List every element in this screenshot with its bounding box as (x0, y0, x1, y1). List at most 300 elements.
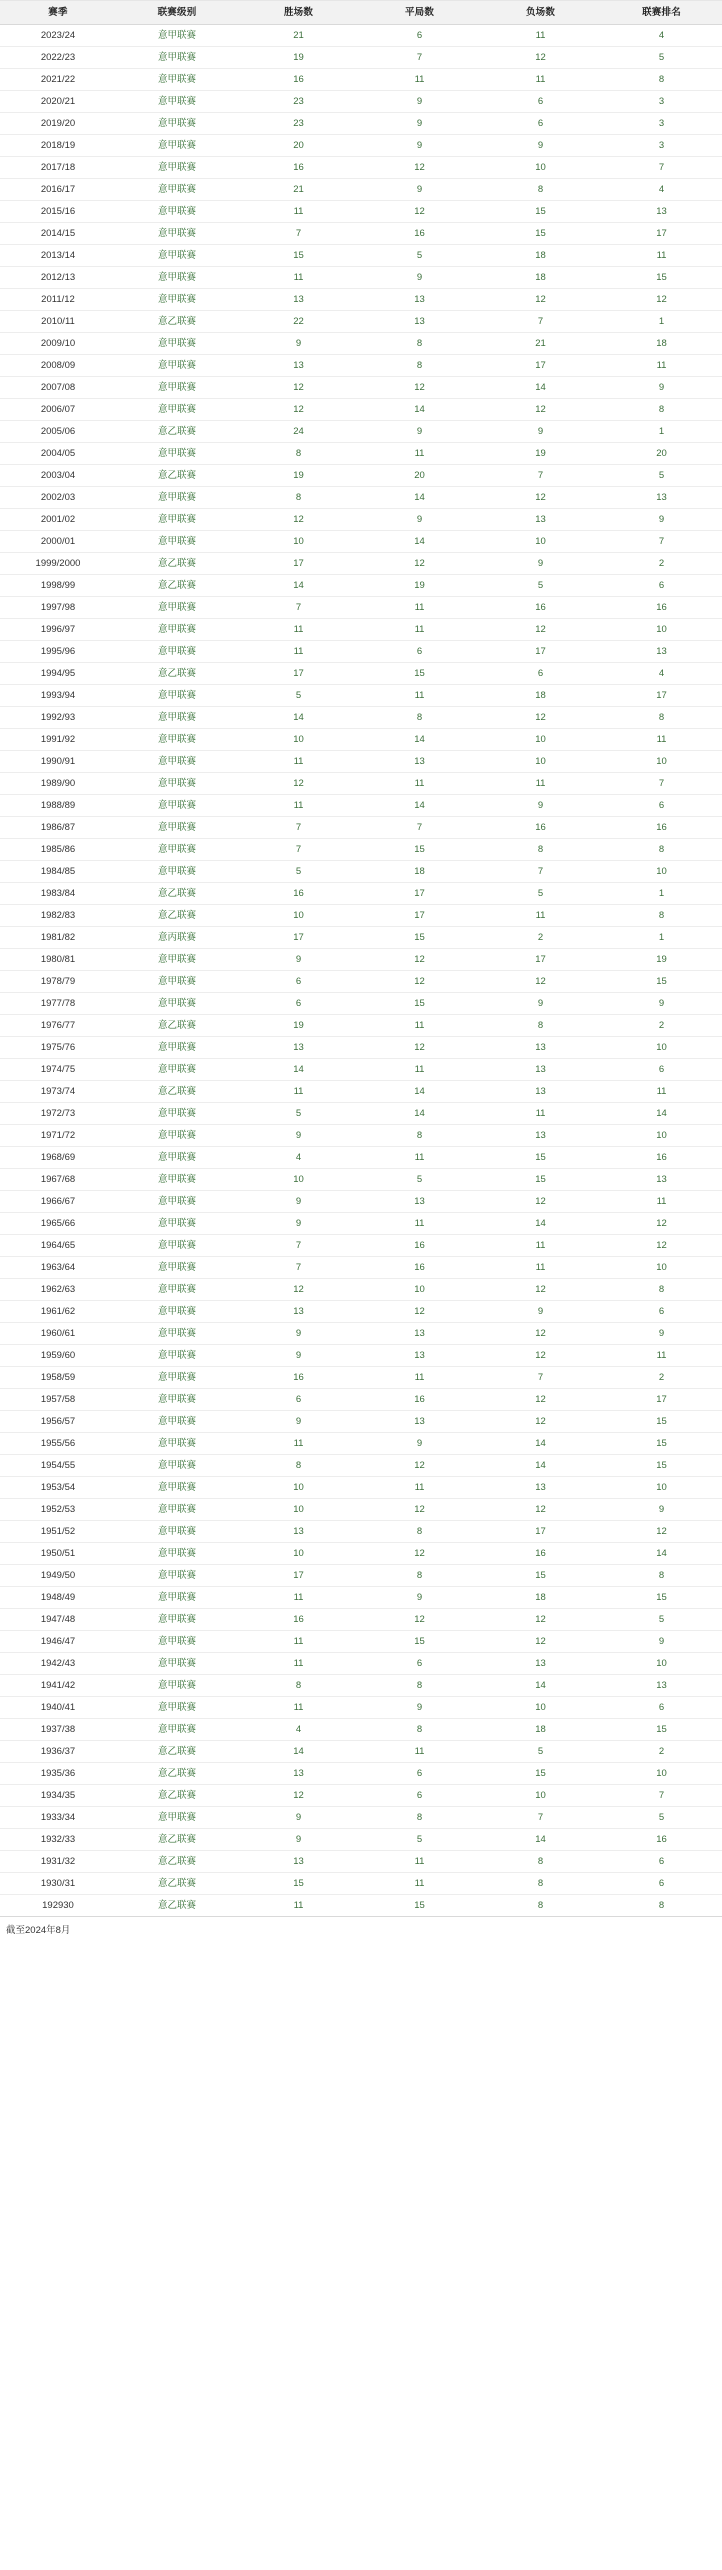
cell-league-level: 意乙联赛 (116, 1785, 238, 1807)
cell-season: 1957/58 (0, 1389, 116, 1411)
cell-league-level: 意乙联赛 (116, 1081, 238, 1103)
cell-losses: 16 (480, 597, 601, 619)
cell-draws: 11 (359, 69, 480, 91)
cell-losses: 12 (480, 619, 601, 641)
cell-season: 1966/67 (0, 1191, 116, 1213)
cell-league-level: 意甲联赛 (116, 399, 238, 421)
cell-draws: 8 (359, 333, 480, 355)
cell-draws: 9 (359, 421, 480, 443)
cell-draws: 12 (359, 377, 480, 399)
cell-league-rank: 7 (601, 773, 722, 795)
table-row (0, 289, 722, 311)
cell-season: 1994/95 (0, 663, 116, 685)
table-row (0, 685, 722, 707)
cell-losses: 12 (480, 1191, 601, 1213)
cell-draws: 15 (359, 993, 480, 1015)
cell-league-rank: 15 (601, 1719, 722, 1741)
cell-season: 1934/35 (0, 1785, 116, 1807)
cell-wins: 11 (238, 1895, 359, 1917)
cell-league-level: 意乙联赛 (116, 575, 238, 597)
cell-draws: 14 (359, 1081, 480, 1103)
cell-season: 2022/23 (0, 47, 116, 69)
cell-league-level: 意甲联赛 (116, 443, 238, 465)
cell-season: 1936/37 (0, 1741, 116, 1763)
cell-season: 1999/2000 (0, 553, 116, 575)
cell-league-rank: 18 (601, 333, 722, 355)
cell-league-rank: 8 (601, 1895, 722, 1917)
cell-wins: 7 (238, 1257, 359, 1279)
cell-draws: 16 (359, 1257, 480, 1279)
cell-losses: 13 (480, 1653, 601, 1675)
cell-losses: 12 (480, 707, 601, 729)
cell-losses: 14 (480, 1433, 601, 1455)
cell-season: 1930/31 (0, 1873, 116, 1895)
cell-wins: 9 (238, 1323, 359, 1345)
cell-league-level: 意甲联赛 (116, 1411, 238, 1433)
cell-wins: 22 (238, 311, 359, 333)
cell-wins: 23 (238, 113, 359, 135)
cell-draws: 5 (359, 245, 480, 267)
cell-season: 2005/06 (0, 421, 116, 443)
cell-league-rank: 12 (601, 1521, 722, 1543)
cell-league-level: 意乙联赛 (116, 421, 238, 443)
cell-wins: 8 (238, 1675, 359, 1697)
cell-league-level: 意甲联赛 (116, 619, 238, 641)
cell-losses: 13 (480, 1125, 601, 1147)
cell-draws: 8 (359, 1125, 480, 1147)
cell-draws: 7 (359, 817, 480, 839)
cell-losses: 17 (480, 641, 601, 663)
cell-league-rank: 9 (601, 1499, 722, 1521)
cell-losses: 14 (480, 1675, 601, 1697)
cell-losses: 7 (480, 1807, 601, 1829)
cell-league-rank: 2 (601, 553, 722, 575)
cell-league-level: 意甲联赛 (116, 1719, 238, 1741)
cell-wins: 17 (238, 1565, 359, 1587)
cell-wins: 10 (238, 531, 359, 553)
cell-league-level: 意甲联赛 (116, 1477, 238, 1499)
cell-season: 1993/94 (0, 685, 116, 707)
cell-league-rank: 15 (601, 267, 722, 289)
cell-draws: 8 (359, 1521, 480, 1543)
cell-wins: 13 (238, 1851, 359, 1873)
cell-losses: 11 (480, 1257, 601, 1279)
cell-season: 1940/41 (0, 1697, 116, 1719)
table-row (0, 1565, 722, 1587)
cell-season: 1949/50 (0, 1565, 116, 1587)
cell-losses: 13 (480, 509, 601, 531)
table-row (0, 1587, 722, 1609)
cell-wins: 11 (238, 1653, 359, 1675)
cell-season: 1961/62 (0, 1301, 116, 1323)
table-row (0, 91, 722, 113)
cell-losses: 13 (480, 1081, 601, 1103)
table-row (0, 25, 722, 47)
cell-draws: 11 (359, 1873, 480, 1895)
cell-losses: 12 (480, 487, 601, 509)
cell-season: 1952/53 (0, 1499, 116, 1521)
cell-draws: 13 (359, 311, 480, 333)
table-row (0, 1697, 722, 1719)
cell-league-level: 意甲联赛 (116, 135, 238, 157)
table-row (0, 1323, 722, 1345)
table-row (0, 1543, 722, 1565)
cell-league-level: 意甲联赛 (116, 1455, 238, 1477)
cell-league-level: 意甲联赛 (116, 729, 238, 751)
cell-season: 1937/38 (0, 1719, 116, 1741)
cell-season: 1982/83 (0, 905, 116, 927)
cell-season: 2003/04 (0, 465, 116, 487)
cell-draws: 8 (359, 1675, 480, 1697)
cell-wins: 9 (238, 1345, 359, 1367)
cell-league-level: 意甲联赛 (116, 1653, 238, 1675)
cell-league-level: 意甲联赛 (116, 245, 238, 267)
table-row (0, 421, 722, 443)
column-header-draws: 平局数 (359, 1, 480, 25)
cell-losses: 18 (480, 1587, 601, 1609)
cell-league-rank: 6 (601, 1873, 722, 1895)
cell-league-level: 意甲联赛 (116, 1059, 238, 1081)
cell-league-rank: 2 (601, 1741, 722, 1763)
cell-draws: 11 (359, 1367, 480, 1389)
cell-league-level: 意甲联赛 (116, 641, 238, 663)
cell-league-level: 意甲联赛 (116, 1609, 238, 1631)
cell-draws: 16 (359, 223, 480, 245)
cell-draws: 11 (359, 685, 480, 707)
cell-league-rank: 10 (601, 1477, 722, 1499)
cell-wins: 5 (238, 1103, 359, 1125)
cell-league-rank: 5 (601, 47, 722, 69)
cell-draws: 19 (359, 575, 480, 597)
cell-draws: 9 (359, 267, 480, 289)
cell-losses: 8 (480, 179, 601, 201)
cell-league-rank: 8 (601, 69, 722, 91)
cell-league-rank: 2 (601, 1015, 722, 1037)
cell-wins: 23 (238, 91, 359, 113)
table-row (0, 1345, 722, 1367)
cell-losses: 17 (480, 355, 601, 377)
cell-league-rank: 15 (601, 1455, 722, 1477)
cell-season: 1968/69 (0, 1147, 116, 1169)
cell-wins: 17 (238, 927, 359, 949)
cell-season: 1948/49 (0, 1587, 116, 1609)
cell-draws: 15 (359, 1895, 480, 1917)
cell-wins: 14 (238, 1741, 359, 1763)
table-row (0, 1059, 722, 1081)
cell-wins: 7 (238, 817, 359, 839)
cell-league-level: 意甲联赛 (116, 113, 238, 135)
cell-league-rank: 3 (601, 91, 722, 113)
cell-wins: 21 (238, 179, 359, 201)
cell-league-level: 意甲联赛 (116, 1169, 238, 1191)
cell-wins: 9 (238, 1411, 359, 1433)
cell-league-rank: 12 (601, 289, 722, 311)
cell-draws: 12 (359, 157, 480, 179)
cell-losses: 14 (480, 377, 601, 399)
cell-draws: 13 (359, 1345, 480, 1367)
cell-losses: 9 (480, 993, 601, 1015)
cell-losses: 14 (480, 1829, 601, 1851)
cell-wins: 12 (238, 773, 359, 795)
cell-league-level: 意乙联赛 (116, 1015, 238, 1037)
cell-wins: 16 (238, 1367, 359, 1389)
cell-draws: 12 (359, 1499, 480, 1521)
cell-wins: 10 (238, 1543, 359, 1565)
cell-losses: 7 (480, 465, 601, 487)
cell-losses: 15 (480, 223, 601, 245)
cell-wins: 13 (238, 1037, 359, 1059)
cell-losses: 13 (480, 1477, 601, 1499)
cell-wins: 7 (238, 1235, 359, 1257)
cell-league-rank: 4 (601, 25, 722, 47)
cell-league-level: 意甲联赛 (116, 223, 238, 245)
cell-league-rank: 5 (601, 465, 722, 487)
cell-draws: 8 (359, 355, 480, 377)
cell-losses: 8 (480, 839, 601, 861)
cell-losses: 9 (480, 795, 601, 817)
table-row (0, 1279, 722, 1301)
cell-league-level: 意甲联赛 (116, 289, 238, 311)
cell-draws: 11 (359, 619, 480, 641)
table-row (0, 179, 722, 201)
cell-losses: 12 (480, 1279, 601, 1301)
cell-season: 1988/89 (0, 795, 116, 817)
cell-draws: 11 (359, 1147, 480, 1169)
cell-draws: 11 (359, 1213, 480, 1235)
cell-season: 1980/81 (0, 949, 116, 971)
cell-season: 1985/86 (0, 839, 116, 861)
cell-season: 2012/13 (0, 267, 116, 289)
cell-losses: 15 (480, 1169, 601, 1191)
cell-losses: 15 (480, 1763, 601, 1785)
cell-losses: 8 (480, 1895, 601, 1917)
cell-season: 1959/60 (0, 1345, 116, 1367)
cell-season: 1975/76 (0, 1037, 116, 1059)
cell-draws: 9 (359, 1697, 480, 1719)
cell-league-level: 意甲联赛 (116, 1543, 238, 1565)
cell-draws: 18 (359, 861, 480, 883)
cell-draws: 15 (359, 839, 480, 861)
cell-league-rank: 20 (601, 443, 722, 465)
cell-league-level: 意甲联赛 (116, 707, 238, 729)
cell-wins: 14 (238, 1059, 359, 1081)
cell-wins: 8 (238, 487, 359, 509)
cell-wins: 11 (238, 795, 359, 817)
cell-league-rank: 6 (601, 1697, 722, 1719)
cell-draws: 12 (359, 1609, 480, 1631)
cell-season: 1935/36 (0, 1763, 116, 1785)
cell-league-rank: 11 (601, 1191, 722, 1213)
cell-wins: 10 (238, 729, 359, 751)
cell-league-level: 意甲联赛 (116, 1521, 238, 1543)
cell-season: 1992/93 (0, 707, 116, 729)
cell-league-rank: 8 (601, 399, 722, 421)
cell-league-level: 意甲联赛 (116, 157, 238, 179)
cell-league-rank: 8 (601, 707, 722, 729)
cell-league-level: 意甲联赛 (116, 25, 238, 47)
cell-league-rank: 6 (601, 1301, 722, 1323)
cell-season: 1941/42 (0, 1675, 116, 1697)
cell-losses: 18 (480, 1719, 601, 1741)
cell-season: 2015/16 (0, 201, 116, 223)
table-row (0, 1851, 722, 1873)
cell-league-level: 意乙联赛 (116, 1873, 238, 1895)
cell-losses: 11 (480, 773, 601, 795)
cell-league-level: 意甲联赛 (116, 861, 238, 883)
cell-league-level: 意甲联赛 (116, 1103, 238, 1125)
cell-losses: 10 (480, 157, 601, 179)
cell-league-rank: 15 (601, 971, 722, 993)
cell-league-level: 意甲联赛 (116, 597, 238, 619)
cell-wins: 13 (238, 1763, 359, 1785)
cell-league-level: 意乙联赛 (116, 905, 238, 927)
cell-league-level: 意甲联赛 (116, 1213, 238, 1235)
cell-draws: 6 (359, 1785, 480, 1807)
cell-season: 1950/51 (0, 1543, 116, 1565)
cell-season: 1981/82 (0, 927, 116, 949)
cell-losses: 8 (480, 1015, 601, 1037)
cell-league-level: 意甲联赛 (116, 1807, 238, 1829)
cell-wins: 7 (238, 223, 359, 245)
cell-wins: 11 (238, 1081, 359, 1103)
cell-league-level: 意甲联赛 (116, 1037, 238, 1059)
cell-draws: 11 (359, 1059, 480, 1081)
cell-draws: 5 (359, 1829, 480, 1851)
table-row (0, 795, 722, 817)
cell-losses: 10 (480, 531, 601, 553)
cell-wins: 12 (238, 1279, 359, 1301)
cell-draws: 12 (359, 201, 480, 223)
cell-draws: 16 (359, 1235, 480, 1257)
table-row (0, 245, 722, 267)
cell-wins: 17 (238, 663, 359, 685)
cell-wins: 11 (238, 1697, 359, 1719)
cell-draws: 11 (359, 773, 480, 795)
cell-season: 1998/99 (0, 575, 116, 597)
cell-draws: 13 (359, 1411, 480, 1433)
cell-wins: 19 (238, 1015, 359, 1037)
cell-losses: 9 (480, 1301, 601, 1323)
table-row (0, 751, 722, 773)
cell-league-rank: 13 (601, 487, 722, 509)
cell-wins: 14 (238, 575, 359, 597)
cell-wins: 11 (238, 641, 359, 663)
cell-draws: 12 (359, 949, 480, 971)
table-row (0, 1499, 722, 1521)
cell-losses: 12 (480, 1345, 601, 1367)
cell-league-rank: 16 (601, 1147, 722, 1169)
cell-wins: 10 (238, 1499, 359, 1521)
cell-season: 2019/20 (0, 113, 116, 135)
cell-season: 1942/43 (0, 1653, 116, 1675)
cell-wins: 9 (238, 1213, 359, 1235)
cell-league-rank: 8 (601, 1279, 722, 1301)
cell-wins: 24 (238, 421, 359, 443)
table-row (0, 355, 722, 377)
cell-league-rank: 9 (601, 377, 722, 399)
cell-league-level: 意甲联赛 (116, 1147, 238, 1169)
cell-wins: 16 (238, 69, 359, 91)
cell-league-level: 意甲联赛 (116, 685, 238, 707)
cell-wins: 19 (238, 465, 359, 487)
cell-wins: 9 (238, 1125, 359, 1147)
cell-league-rank: 15 (601, 1411, 722, 1433)
cell-league-rank: 11 (601, 355, 722, 377)
cell-wins: 19 (238, 47, 359, 69)
table-row (0, 1367, 722, 1389)
cell-league-rank: 1 (601, 927, 722, 949)
cell-wins: 13 (238, 1521, 359, 1543)
cell-league-level: 意乙联赛 (116, 311, 238, 333)
cell-draws: 14 (359, 1103, 480, 1125)
cell-league-level: 意甲联赛 (116, 1191, 238, 1213)
column-header-league-rank: 联赛排名 (601, 1, 722, 25)
cell-league-level: 意甲联赛 (116, 179, 238, 201)
table-row (0, 1631, 722, 1653)
cell-season: 2014/15 (0, 223, 116, 245)
cell-season: 1954/55 (0, 1455, 116, 1477)
table-row (0, 1433, 722, 1455)
cell-season: 2021/22 (0, 69, 116, 91)
table-row (0, 817, 722, 839)
cell-season: 2006/07 (0, 399, 116, 421)
cell-season: 2001/02 (0, 509, 116, 531)
table-row (0, 443, 722, 465)
cell-league-rank: 10 (601, 751, 722, 773)
cell-draws: 9 (359, 1587, 480, 1609)
cell-draws: 13 (359, 289, 480, 311)
cell-wins: 16 (238, 1609, 359, 1631)
cell-league-rank: 13 (601, 1675, 722, 1697)
cell-draws: 9 (359, 179, 480, 201)
table-row (0, 157, 722, 179)
cell-league-rank: 12 (601, 1213, 722, 1235)
cell-league-level: 意甲联赛 (116, 531, 238, 553)
cell-losses: 9 (480, 135, 601, 157)
cell-league-rank: 5 (601, 1807, 722, 1829)
cell-losses: 7 (480, 311, 601, 333)
table-row (0, 223, 722, 245)
cell-league-level: 意乙联赛 (116, 1741, 238, 1763)
cell-season: 1978/79 (0, 971, 116, 993)
cell-season: 192930 (0, 1895, 116, 1917)
cell-draws: 20 (359, 465, 480, 487)
cell-league-level: 意丙联赛 (116, 927, 238, 949)
cell-wins: 6 (238, 971, 359, 993)
cell-season: 1977/78 (0, 993, 116, 1015)
table-row (0, 1147, 722, 1169)
cell-league-rank: 17 (601, 685, 722, 707)
cell-season: 1990/91 (0, 751, 116, 773)
table-row (0, 1675, 722, 1697)
cell-season: 2007/08 (0, 377, 116, 399)
cell-season: 1967/68 (0, 1169, 116, 1191)
cell-league-rank: 8 (601, 1565, 722, 1587)
cell-league-rank: 3 (601, 135, 722, 157)
cell-draws: 11 (359, 1741, 480, 1763)
cell-wins: 12 (238, 1785, 359, 1807)
table-row (0, 135, 722, 157)
cell-league-level: 意甲联赛 (116, 1565, 238, 1587)
table-row (0, 1015, 722, 1037)
cell-league-rank: 11 (601, 729, 722, 751)
cell-season: 1989/90 (0, 773, 116, 795)
table-row (0, 465, 722, 487)
cell-league-rank: 6 (601, 1851, 722, 1873)
cell-losses: 12 (480, 1411, 601, 1433)
cell-season: 1997/98 (0, 597, 116, 619)
cell-draws: 8 (359, 707, 480, 729)
